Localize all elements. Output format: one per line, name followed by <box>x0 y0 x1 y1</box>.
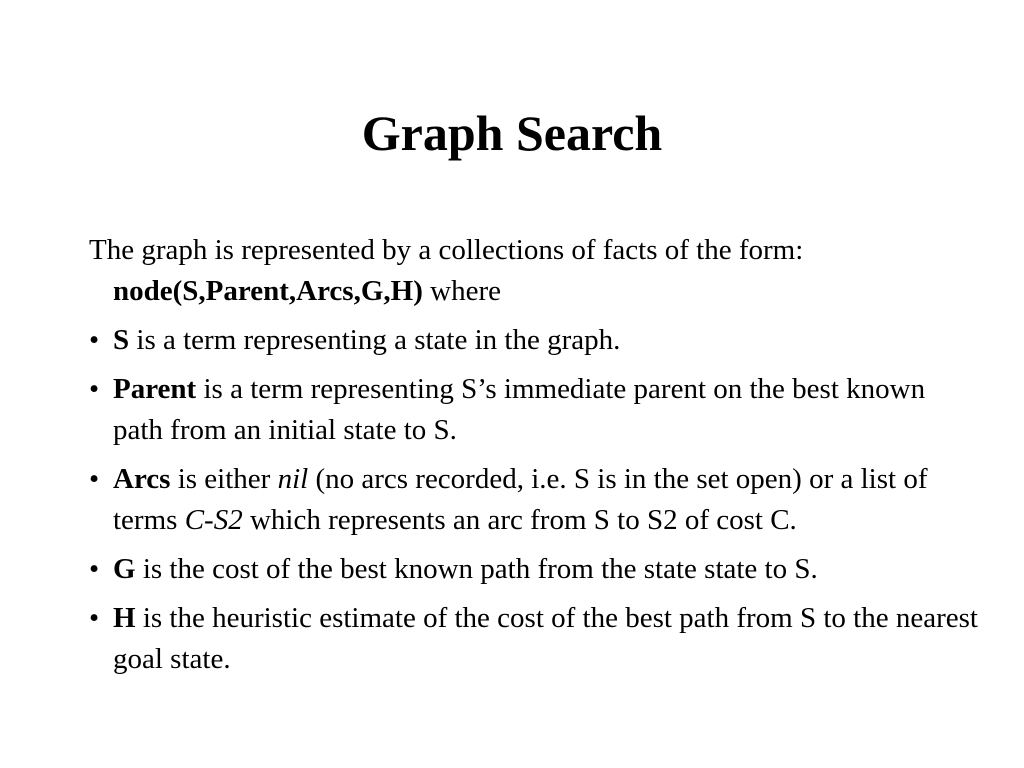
bullet-text: is either <box>170 463 278 495</box>
bullet-mark: • <box>89 373 100 405</box>
bullet-term: S <box>113 324 130 356</box>
bullet-term: H <box>113 602 136 634</box>
state-term: S2 <box>213 504 243 536</box>
bullet-term: G <box>113 553 136 585</box>
slide-title: Graph Search <box>361 105 663 161</box>
bullet-term: Parent <box>113 373 197 405</box>
bullet-mark: • <box>89 553 100 585</box>
intro-where: where <box>422 275 501 307</box>
bullet-arcs <box>89 459 979 541</box>
bullet-text: is a term representing a state in the graph. <box>129 324 621 356</box>
bullet-text: which represents an arc from S to S2 of cost C. <box>242 504 797 536</box>
bullet-mark: • <box>89 463 100 495</box>
bullet-h <box>89 598 979 680</box>
bullet-mark: • <box>89 324 100 356</box>
bullet-mark: • <box>89 602 100 634</box>
bullet-term: Arcs <box>113 463 171 495</box>
arc-dash: - <box>204 504 214 536</box>
intro-text: The graph is represented by a collections of facts of the form: <box>89 234 804 266</box>
bullet-text: is the cost of the best known path from the state state to S. <box>135 553 818 585</box>
node-predicate-name: node <box>113 275 173 307</box>
cost-term: C <box>184 504 205 536</box>
node-predicate-args: (S,Parent,Arcs,G,H) <box>172 275 423 307</box>
slide-body <box>89 230 979 688</box>
bullet-parent <box>89 369 979 451</box>
bullet-text: is the heuristic estimate of the cost of the best path from S to the nearest goal state. <box>113 602 978 675</box>
bullet-text: is a term representing S’s immediate parent on the best known path from an initial state to S. <box>113 373 926 446</box>
bullet-s <box>89 320 979 361</box>
nil-term: nil <box>277 463 309 495</box>
intro-paragraph <box>89 230 979 312</box>
bullet-text: (no arcs recorded, i.e. S is in the set open) or a list of terms <box>113 463 928 536</box>
bullet-g <box>89 549 979 590</box>
